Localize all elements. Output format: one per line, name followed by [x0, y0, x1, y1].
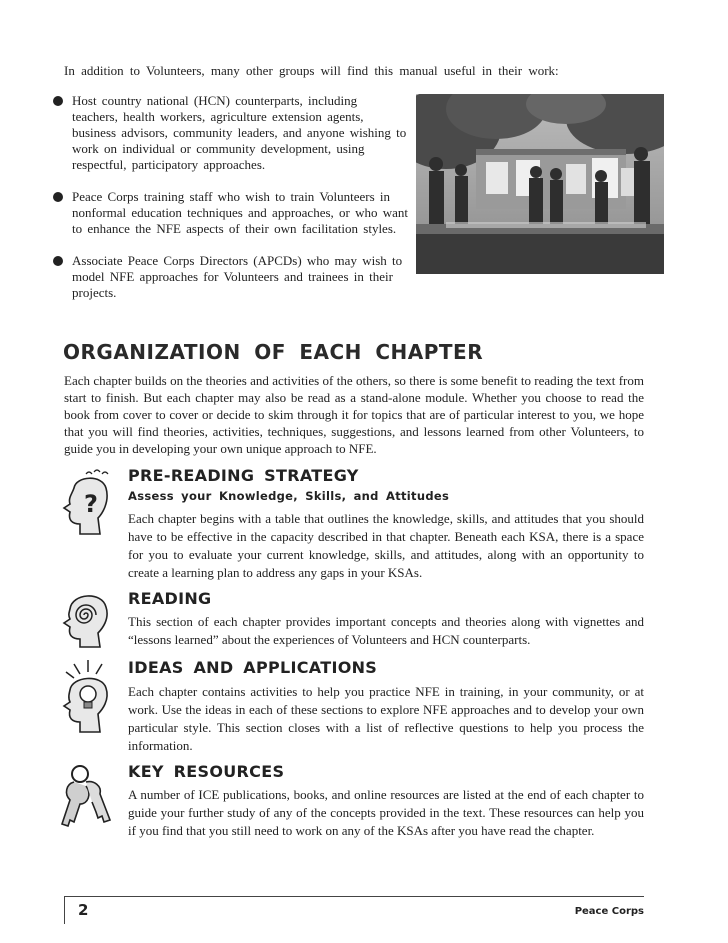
list-item: Associate Peace Corps Directors (APCDs) who may wish to model NFE approaches for Volunteers and trainees in their projects. [52, 253, 408, 301]
feature-title: PRE-READING STRATEGY [128, 466, 359, 485]
feature-text: This section of each chapter provides important concepts and theories along with vignettes and “lessons learned” about the experiences of Volunteers and HCN counterparts. [128, 614, 644, 647]
keys-icon [58, 764, 118, 839]
feature-text: Each chapter begins with a table that outlines the knowledge, skills, and attitudes that you should have to be effective in the capacity described in that chapter. Beneath each KSA, there is a space for you to evaluate your current knowledge, skills, and attitudes, along with an opportunity to create a learning plan to address any gaps in your KSAs. [128, 511, 644, 580]
audience-list [52, 93, 408, 317]
footer-brand: Peace Corps [574, 906, 644, 917]
section-paragraph: Each chapter builds on the theories and activities of the others, so there is some benefit to reading the text from start to finish. But each chapter may also be read as a stand-alone module. Whether you choose to read the book from cover to cover or decide to skim through it for topics that are of particular interest to you, we hope that you will find theories, activities, techniques, suggestions, and lessons learned from other Volunteers, to guide you in developing your own unique approach to NFE. [64, 373, 644, 456]
lightbulb-head-icon [58, 658, 118, 743]
footer-divider [64, 896, 644, 897]
page-number: 2 [78, 901, 89, 919]
feature-title: IDEAS AND APPLICATIONS [128, 658, 378, 677]
intro-text: In addition to Volunteers, many other groups will find this manual useful in their work: [64, 63, 559, 78]
feature-text: Each chapter contains activities to help you practice NFE in training, in your community, or at work. Use the ideas in each of these sections to explore NFE approaches and to develop your own particular style. This section closes with a list of reflective questions to help you process the information. [128, 684, 644, 753]
section-title: ORGANIZATION OF EACH CHAPTER [63, 340, 484, 364]
feature-text: A number of ICE publications, books, and online resources are listed at the end of each chapter to guide your further study of any of the concepts provided in the text. These resources can help you if you find that you still need to work on any of the KSAs after you have read the chapter. [128, 787, 644, 838]
bullet-icon [53, 96, 63, 106]
question-head-icon [58, 468, 118, 543]
feature-title: READING [128, 589, 212, 608]
spiral-head-icon [58, 587, 118, 654]
svg-text:?: ? [84, 490, 98, 518]
feature-title: KEY RESOURCES [128, 762, 285, 781]
feature-subtitle: Assess your Knowledge, Skills, and Attitudes [128, 489, 450, 503]
list-item: Host country national (HCN) counterparts, including teachers, health workers, agriculture extension agents, business advisors, community leaders, and anyone wishing to work on individual or community development, using respectful, participatory approaches. [52, 93, 408, 173]
training-photo [416, 94, 664, 274]
list-item: Peace Corps training staff who wish to train Volunteers in nonformal education techniques and approaches, or who want to enhance the NFE aspects of their own facilitation styles. [52, 189, 408, 237]
footer-divider-vertical [64, 896, 65, 924]
bullet-icon [53, 192, 63, 202]
bullet-icon [53, 256, 63, 266]
